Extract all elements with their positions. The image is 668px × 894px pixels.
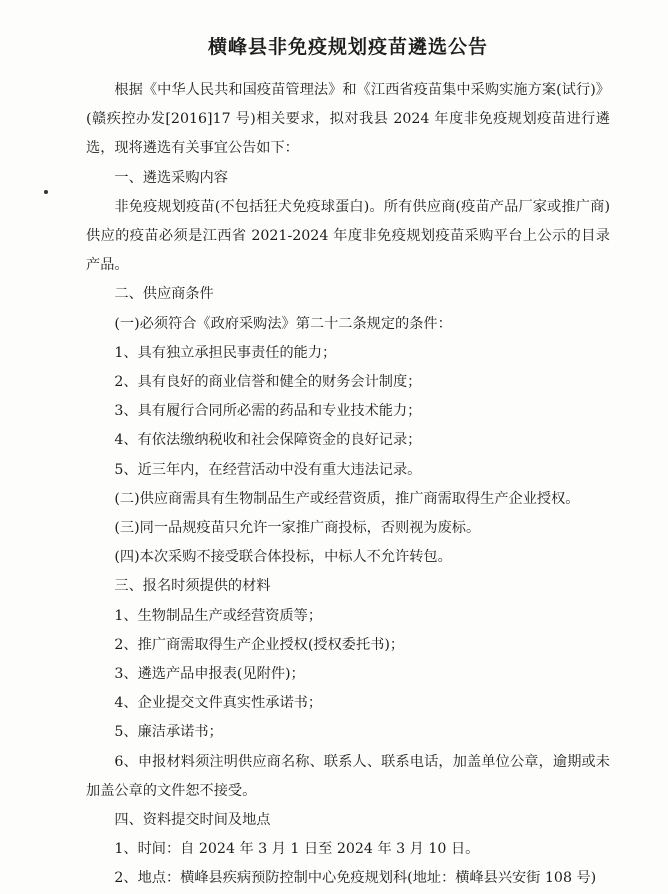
section-1-body: 非免疫规划疫苗(不包括狂犬免疫球蛋白)。所有供应商(疫苗产品厂家或推广商)供应的疫苗必须是江西省 2021-2024 年度非免疫规划疫苗采购平台上公示的目录产品。: [86, 198, 610, 274]
section-4-item: 2、地点：横峰县疾病预防控制中心免疫规划科(地址：横峰县兴安街 108 号): [114, 870, 597, 887]
section-3-item: 4、企业提交文件真实性承诺书；: [114, 695, 323, 712]
section-3-item: 1、生物制品生产或经营资质等；: [114, 607, 323, 624]
section-2-item: 3、具有履行合同所必需的药品和专业技术能力；: [114, 403, 422, 420]
section-3-item: 6、申报材料须注明供应商名称、联系人、联系电话，加盖单位公章，逾期或未加盖公章的文件恕不接受。: [86, 753, 610, 799]
section-2-item: 5、近三年内，在经营活动中没有重大违法记录。: [114, 461, 422, 478]
section-4-item: 1、时间：自 2024 年 3 月 1 日至 2024 年 3 月 10 日。: [114, 841, 480, 858]
section-3-item: 2、推广商需取得生产企业授权(授权委托书)；: [114, 636, 405, 653]
document-title: 横峰县非免疫规划疫苗遴选公告: [207, 36, 488, 58]
section-2-item: 4、有依法缴纳税收和社会保障资金的良好记录；: [114, 432, 422, 449]
section-2-item: (一)必须符合《政府采购法》第二十二条规定的条件：: [114, 315, 452, 332]
section-2-item: 2、具有良好的商业信誉和健全的财务会计制度；: [114, 374, 422, 391]
section-2-heading: 二、供应商条件: [114, 286, 214, 303]
section-4-heading: 四、资料提交时间及地点: [114, 812, 271, 829]
section-2-item: 1、具有独立承担民事责任的能力；: [114, 344, 337, 361]
section-1-heading: 一、遴选采购内容: [114, 169, 228, 186]
scan-speck: [44, 190, 48, 194]
section-2-item: (二)供应商需具有生物制品生产或经营资质，推广商需取得生产企业授权。: [114, 490, 580, 507]
intro-paragraph: 根据《中华人民共和国疫苗管理法》和《江西省疫苗集中采购实施方案(试行)》(赣疾控办发[2016]17 号)相关要求，拟对我县 2024 年度非免疫规划疫苗进行遴选，现将遴选有关事宜公告如下：: [86, 82, 610, 157]
section-3-item: 3、遴选产品申报表(见附件)；: [114, 666, 305, 683]
section-3-item: 5、廉洁承诺书；: [114, 724, 223, 741]
section-2-item: (三)同一品规疫苗只允许一家推广商投标，否则视为废标。: [114, 520, 481, 537]
section-3-heading: 三、报名时须提供的材料: [114, 578, 271, 595]
section-2-item: (四)本次采购不接受联合体投标，中标人不允许转包。: [114, 549, 452, 566]
